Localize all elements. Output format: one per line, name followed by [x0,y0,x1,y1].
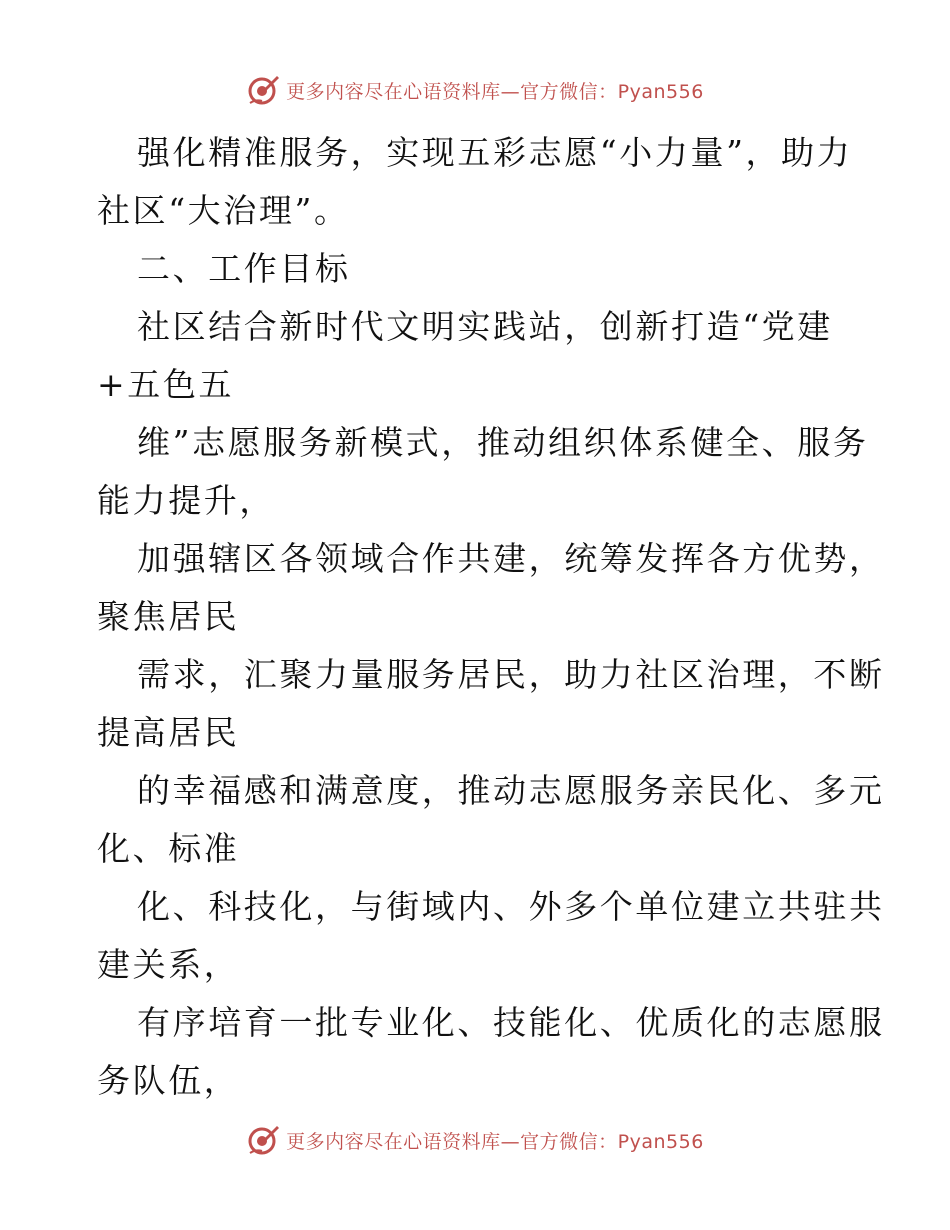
text-line: 建关系， [97,945,240,984]
text-line: 化、科技化，与街域内、外多个单位建立共驻共 [137,887,885,926]
header-watermark-banner [0,72,950,108]
text-line: 需求，汇聚力量服务居民，助力社区治理，不断 [137,655,885,694]
text-line: 聚焦居民 [97,597,240,636]
text-line: 维”志愿服务新模式，推动组织体系健全、服务 [137,423,869,462]
text-line: 务队伍， [97,1061,240,1100]
text-line: 社区结合新时代文明实践站，创新打造“党建 [137,307,833,346]
text-line: 化、标准 [97,829,240,868]
pen-logo-icon [246,1123,280,1157]
text-line: +五色五 [97,365,235,404]
section-heading: 二、工作目标 [137,249,351,288]
footer-watermark-text: 更多内容尽在心语资料库—官方微信：Pyan556 [286,1130,704,1153]
text-line: 强化精准服务，实现五彩志愿“小力量”，助力 [137,133,853,172]
document-body [97,124,885,1110]
footer-watermark-banner [0,1122,950,1158]
text-line: 有序培育一批专业化、技能化、优质化的志愿服 [137,1003,885,1042]
pen-logo-icon [246,73,280,107]
text-line: 的幸福感和满意度，推动志愿服务亲民化、多元 [137,771,885,810]
text-line: 加强辖区各领域合作共建，统筹发挥各方优势， [137,539,885,578]
text-line: 社区“大治理”。 [97,191,350,230]
text-line: 能力提升， [97,481,275,520]
header-watermark-text: 更多内容尽在心语资料库—官方微信：Pyan556 [286,80,704,103]
text-line: 提高居民 [97,713,240,752]
